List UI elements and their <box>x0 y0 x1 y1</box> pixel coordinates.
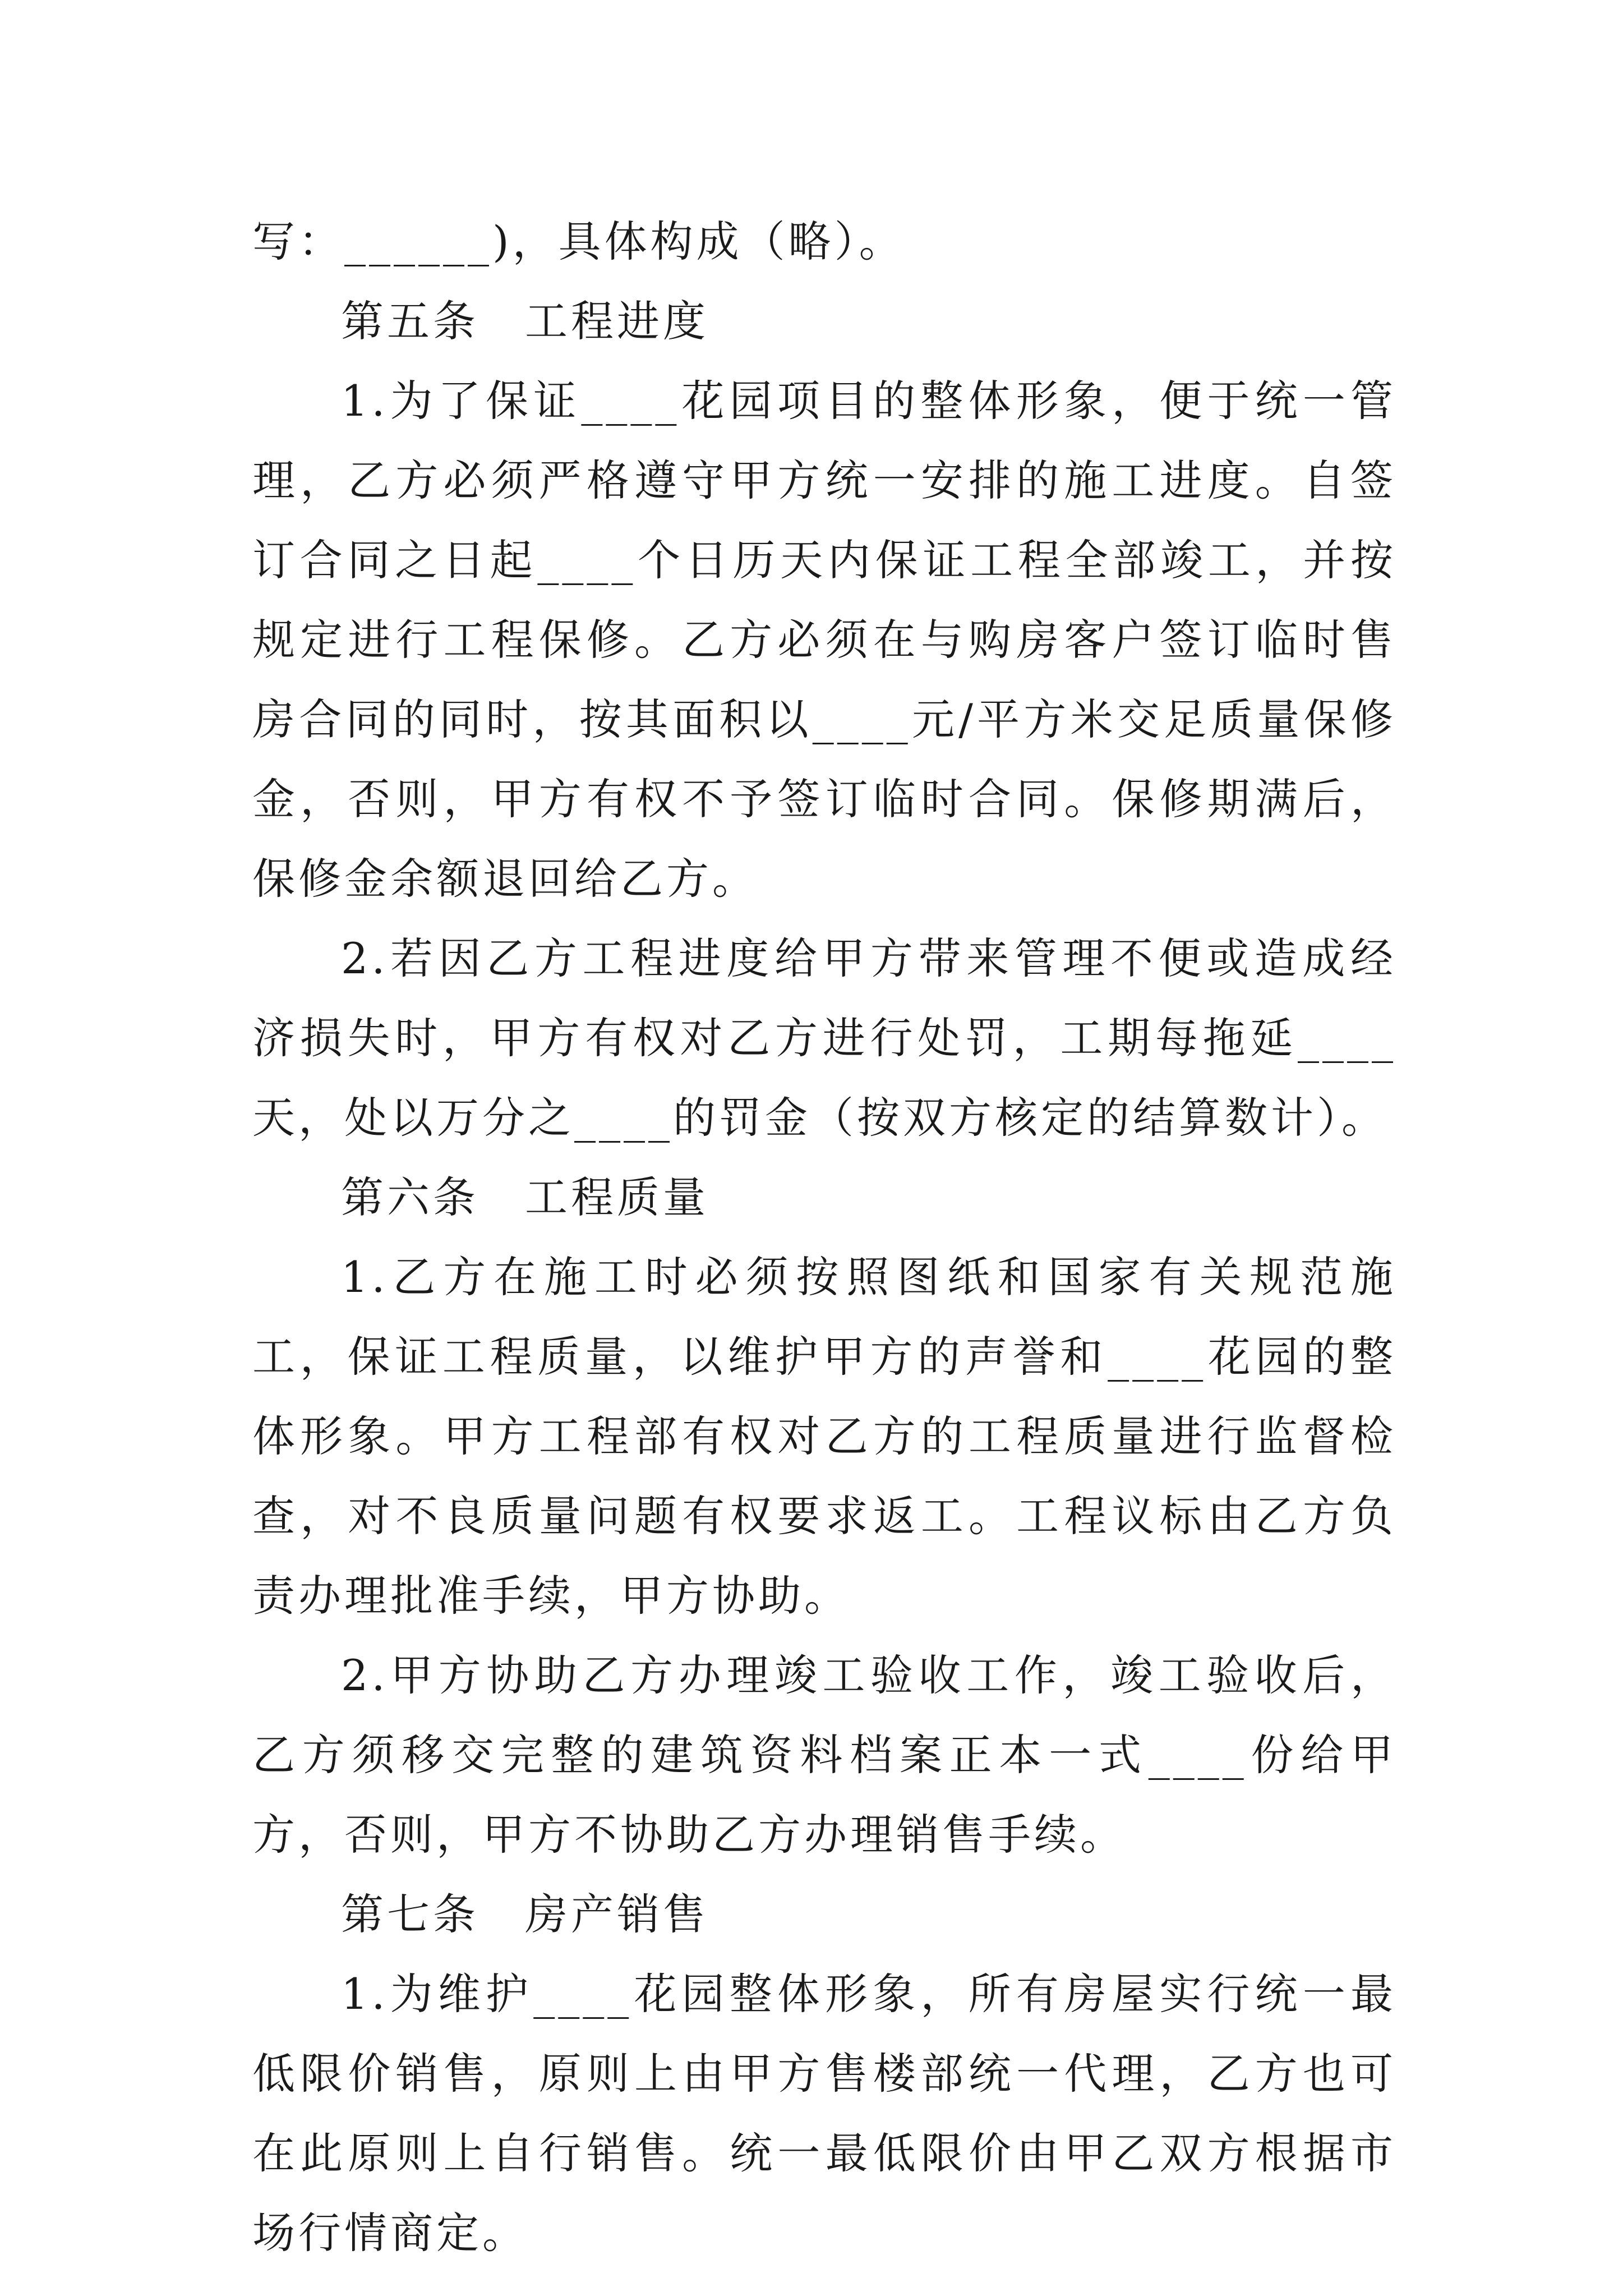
article-6-clause-1: 1.乙方在施工时必须按照图纸和国家有关规范施工，保证工程质量，以维护甲方的声誉和____花园的整体形象。甲方工程部有权对乙方的工程质量进行监督检查，对不良质量问题有权要求返工。工程议标由乙方负责办理批准手续，甲方协助。 <box>252 1252 1396 1621</box>
article-5-clause-2: 2.若因乙方工程进度给甲方带来管理不便或造成经济损失时，甲方有权对乙方进行处罚，工期每拖延____天，处以万分之____的罚金（按双方核定的结算数计）。 <box>252 933 1396 1143</box>
article-7-clause-1: 1.为维护____花园整体形象，所有房屋实行统一最低限价销售，原则上由甲方售楼部统一代理，乙方也可在此原则上自行销售。统一最低限价由甲乙双方根据市场行情商定。 <box>252 1969 1396 2258</box>
article-7-heading: 第七条 房产销售 <box>341 1889 709 1939</box>
article-6-heading: 第六条 工程质量 <box>341 1172 709 1222</box>
paragraph-continuation: 写：______)，具体构成（略）。 <box>252 217 905 266</box>
article-5-heading: 第五条 工程进度 <box>341 296 709 346</box>
article-5-clause-1: 1.为了保证____花园项目的整体形象，便于统一管理，乙方必须严格遵守甲方统一安排的施工进度。自签订合同之日起____个日历天内保证工程全部竣工，并按规定进行工程保修。乙方必须在与购房客户签订临时售房合同的同时，按其面积以____元/平方米交足质量保修金，否则，甲方有权不予签订临时合同。保修期满后，保修金余额退回给乙方。 <box>252 376 1396 904</box>
article-6-clause-2: 2.甲方协助乙方办理竣工验收工作，竣工验收后，乙方须移交完整的建筑资料档案正本一式____份给甲方，否则，甲方不协助乙方办理销售手续。 <box>252 1650 1396 1860</box>
document-body <box>252 202 1396 2273</box>
